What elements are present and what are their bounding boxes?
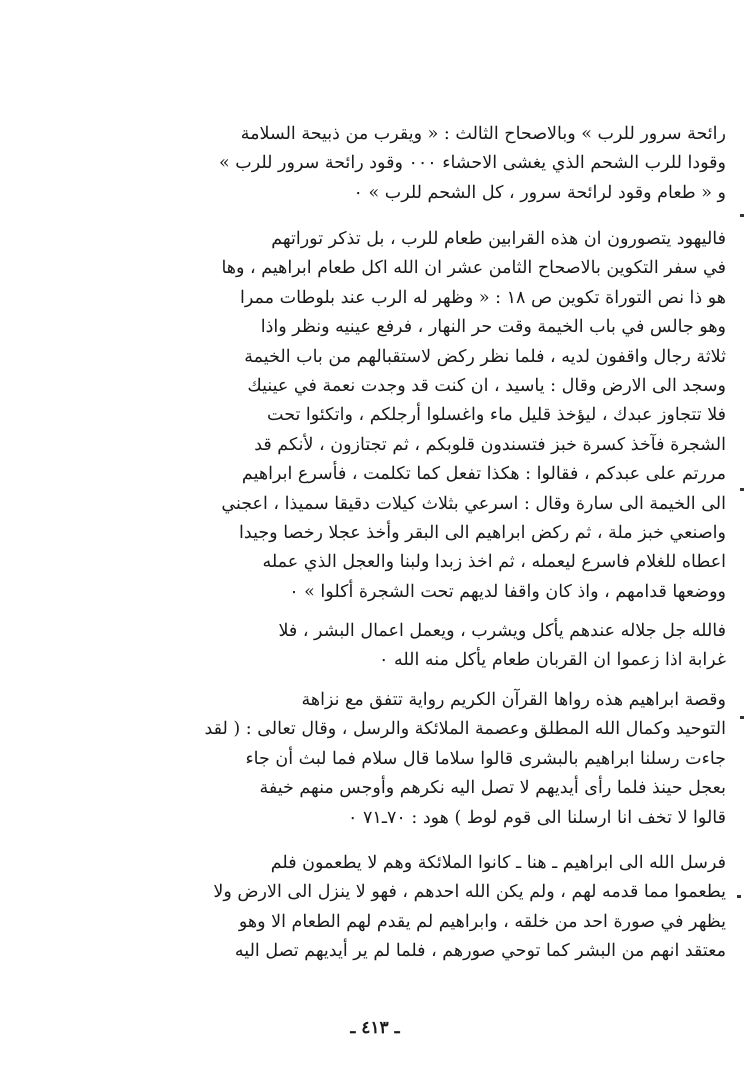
text-line: في سفر التكوين بالاصحاح الثامن عشر ان الله اكل طعام ابراهيم ، وها — [221, 258, 726, 279]
text-line: فالله جل جلاله عندهم يأكل ويشرب ، ويعمل اعمال البشر ، فلا — [278, 621, 726, 641]
text-line: مررتم على عبدكم ، فقالوا : هكذا تفعل كما تكلمت ، فأسرع ابراهيم — [241, 464, 726, 485]
text-line: التوحيد وكمال الله المطلق وعصمة الملائكة والرسل ، وقال تعالى : ( لقد — [204, 719, 726, 740]
text-line: ثلاثة رجال واقفون لديه ، فلما نظر ركض لاستقبالهم من باب الخيمة — [244, 346, 726, 367]
text-line: معتقد انهم من البشر كما توحي صورهم ، فلما لم ير أيديهم تصل اليه — [234, 941, 726, 962]
text-line: فلا تتجاوز عبدك ، ليؤخذ قليل ماء واغسلوا أرجلكم ، واتكئوا تحت — [267, 405, 726, 426]
scan-mark — [740, 488, 744, 491]
text-line: واصنعي خبز ملة ، ثم ركض ابراهيم الى البقر وأخذ عجلا رخصا وجيدا — [239, 522, 726, 543]
scan-mark — [737, 895, 741, 898]
text-line: فاليهود يتصورون ان هذه القرابين طعام للرب ، بل تذكر توراتهم — [271, 229, 726, 249]
paragraph-1 — [104, 120, 726, 208]
text-line: الشجرة فآخذ كسرة خبز فتسندون قلوبكم ، ثم تجتازون ، لأنكم قد — [254, 434, 726, 455]
text-line: اعطاه للغلام فاسرع ليعمله ، ثم اخذ زبدا ولبنا والعجل الذي عمله — [262, 552, 726, 573]
text-line: و « طعام وقود لرائحة سرور ، كل الشحم للرب » ٠ — [353, 182, 726, 203]
text-line: جاءت رسلنا ابراهيم بالبشرى قالوا سلاما قال سلام فما لبث أن جاء — [245, 748, 726, 769]
text-line: وقودا للرب الشحم الذي يغشى الاحشاء ٠٠٠ وقود رائحة سرور للرب » — [218, 153, 726, 174]
text-line: بعجل حينذ فلما رأى أيديهم لا تصل اليه نكرهم وأوجس منهم خيفة — [259, 778, 726, 799]
text-line: رائحة سرور للرب » وبالاصحاح الثالث : « ويقرب من ذبيحة السلامة — [240, 124, 726, 144]
text-line: الى الخيمة الى سارة وقال : اسرعي بثلاث كيلات دقيقا سميذا ، اعجني — [221, 493, 726, 514]
text-line: وهو جالس في باب الخيمة وقت حر النهار ، فرفع عينيه ونظر واذا — [260, 317, 726, 338]
paragraph-2 — [104, 225, 726, 607]
text-line: غرابة اذا زعموا ان القربان طعام يأكل منه الله ٠ — [378, 650, 726, 671]
text-line: يطعموا مما قدمه لهم ، ولم يكن الله احدهم ، فهو لا ينزل الى الارض ولا — [213, 882, 726, 903]
text-line: يظهر في صورة احد من خلقه ، وابراهيم لم يقدم لهم الطعام الا وهو — [238, 911, 726, 932]
page-number: ـ ٤١٣ ـ — [350, 1018, 400, 1038]
text-line: وسجد الى الارض وقال : ياسيد ، ان كنت قد وجدت نعمة في عينيك — [247, 375, 726, 396]
text-line: ووضعها قدامهم ، واذ كان واقفا لديهم تحت الشجرة أكلوا » ٠ — [289, 581, 726, 602]
text-line: هو ذا نص التوراة تكوين ص ١٨ : « وظهر له الرب عند بلوطات ممرا — [240, 287, 726, 308]
paragraph-4 — [104, 686, 726, 833]
paragraph-5 — [104, 849, 726, 967]
text-line: وقصة ابراهيم هذه رواها القرآن الكريم رواية تتفق مع نزاهة — [301, 690, 726, 710]
text-line: فرسل الله الى ابراهيم ـ هنا ـ كانوا الملائكة وهم لا يطعمون فلم — [270, 853, 726, 873]
scan-mark — [740, 214, 744, 217]
text-line: قالوا لا تخف انا ارسلنا الى قوم لوط ) هود : ٧٠ـ٧١ ٠ — [348, 807, 726, 828]
scan-mark — [740, 716, 744, 719]
paragraph-3 — [104, 617, 726, 676]
